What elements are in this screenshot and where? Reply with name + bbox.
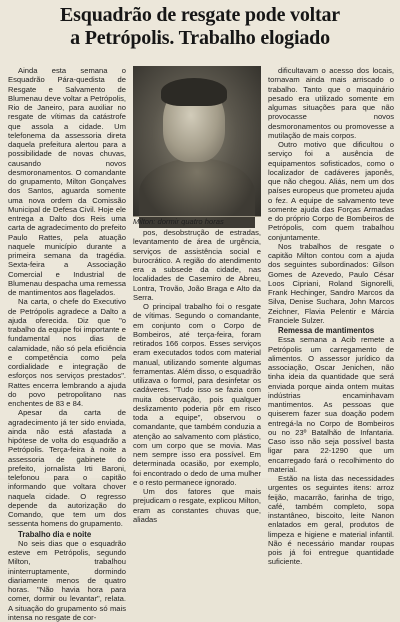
headline (6, 4, 394, 50)
paragraph: Um dos fatores que mais prejudicam o resgate, explicou Milton, eram as constantes chuvas que, aliadas (133, 487, 261, 524)
paragraph: Outro motivo que dificultou o serviço foi a ausência de equipamentos sofisticados, como o localizador de cadáveres japonês, que não chegou. Aliás, nem um dos países europeus que prometeu ajuda o fez. A equipe de salvamento teve somente ajuda das Forças Armadas e do próprio Corpo de Bombeiros de Petrópolis, com quem trabalhou conjuntamente. (268, 140, 394, 242)
subheading: Remessa de mantimentos (278, 326, 375, 335)
article-column-1 (8, 66, 126, 622)
headline-line-2: a Petrópolis. Trabalho elogiado (70, 27, 330, 49)
paragraph: O principal trabalho foi o resgate de vítimas. Segundo o comandante, em conjunto com o Corpo de Bombeiros, até terça-feira, foram retirados 166 corpos. Esses serviços eram executados todos com material manual, utilizando somente algumas ferramentas. Além disso, o esquadrão utilizava o formol, para desinfetar os cadáveres. "Tudo isso se fazia com muita observação, pois qualquer deslizamento poderia pôr em risco toda a equipe", observou o comandante, que também conduzia a atenção ao salvamento com plástico, com um corpo que se movia. Mas nem sempre isso era possível. Em determinada ocasião, por exemplo, foi encontrado o dedo de uma mulher e o resto permanece ignorado. (133, 302, 261, 487)
photo-caption: Milton: dormir quatro horas (133, 217, 224, 226)
paragraph: dificultavam o acesso dos locais, tornavam ainda mais arriscado o trabalho. Tanto que o maquinário pesado era utilizado somente em algumas situações para que não provocasse novos desmoronamentos ou promovesse a mutilação de mais corpos. (268, 66, 394, 140)
paragraph: Apesar da carta de agradecimento já ter sido enviada, ainda não está afastada a hipótese de volta do esquadrão a Petrópolis. Terça-feira à noite a assessoria de gabinete do prefeito, jornalista Irti Baroni, telefonou para o capitão informando que voltara chover naquela cidade. O regresso depende da autorização do Comando, que tem um dos sessenta homens do grupamento. (8, 408, 126, 529)
paragraph: No seis dias que o esquadrão esteve em Petrópolis, segundo Milton, trabalhou ininterruptamente, dormindo diariamente menos de quatro horas. "Não havia hora para comer, dormir ou levantar", relata. A situação do grupamento só mais intensa no resgate de cor- (8, 538, 126, 622)
paragraph: Essa semana a Acib remete a Petrópolis um carregamento de alimentos. O assessor jurídico da associação, Oscar Jenichen, não tinha ideia da quantidade que será enviada porque ainda ontem muitas indústrias encaminhavam mantimentos. As pessoas que quiserem fazer sua doação podem entregá-la no Corpo de Bombeiros ou no 23º Batalhão de Infantaria. Caso isso não seja possível basta ligar para 22-1290 que um encarregado fará o recolhimento do material. (268, 335, 394, 474)
paragraph: Ainda esta semana o Esquadrão Pára-quedista de Resgate e Salvamento de Blumenau deve voltar a Petrópolis, Rio de Janeiro, para auxiliar no resgate de vítimas da catástrofe que assola a cidade. Um telefonema da assessoria direta daquela prefeitura alertou para a possibilidade de novas chuvas, causando novos desmoronamentos. O comandante do grupamento, Milton Gonçalves dos Santos, aguarda somente uma nova ordem da Comissão Municipal de Defesa Civil. Hoje ele entrega a Dalto dos Reis uma carta de agradecimento do prefeito Paulo Rattes, pela atuação naquele município durante a primeira semana da tragédia. Sexta-feira a Associação Comercial e Industrial de Blumenau despacha uma remessa de mantimentos aos flagelados. (8, 66, 126, 297)
headline-line-1: Esquadrão de resgate pode voltar (60, 4, 340, 26)
paragraph: Estão na lista das necessidades urgentes os seguintes itens: arroz feijão, macarrão, farinha de trigo, café, também completo, sopa instantâneo, biscoito, leite Nanon enlatados em geral, produtos de limpeza e higiene e material infantil. Não é necessário mandar roupas pois já foi entregue quantidade suficiente. (268, 474, 394, 567)
subheading: Trabalho dia e noite (18, 529, 92, 539)
article-column-2 (133, 228, 261, 524)
paragraph: Nos trabalhos de resgate o capitão Milton contou com a ajuda dos seguintes subordinados: Gilson Gomes de Azevedo, Paulo César Loos Cipriani, Roland Signorelli, Frank Hechinger, Sandro Marcos da Silva, Denise Suchara, John Marcos Zeichner, Flavia Pelentir e Márcia Franciele Sulzer. (268, 241, 394, 325)
paragraph: pos, desobstrução de estradas, levantamento de área de urgência, serviços de assistência social e burocrático. A região do atendimento era a subsede da cidade, nas localidades de Casemiro de Abreu, Lontra, Trovão, João Braga e Alto da Serra. (133, 228, 261, 302)
photo-hair (161, 78, 227, 106)
article-column-3 (268, 66, 394, 567)
portrait-photo (133, 66, 261, 216)
paragraph: Na carta, o chefe do Executivo de Petrópolis agradece a Dalto a ajuda oferecida. Diz que "o trabalho da equipe foi importante e fundamental nos dias de calamidade, não só pela eficiência e competência como pela cordialidade e integração de esforços nos serviços prestados". Rattes encerra lembrando a ajuda do povo petropolitano nas enchentes de 83 e 84. (8, 297, 126, 408)
